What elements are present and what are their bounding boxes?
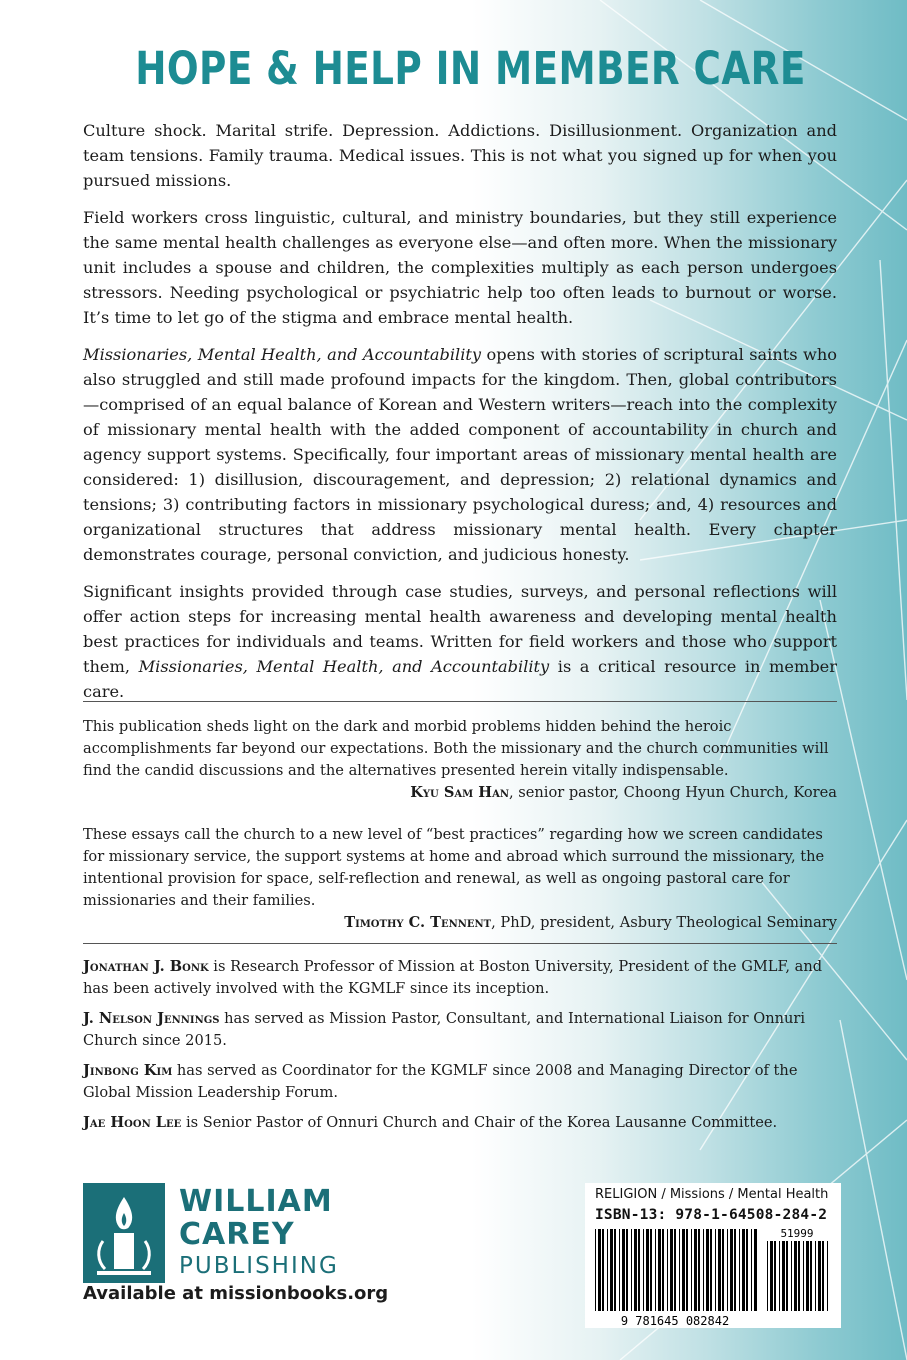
description-paragraph-3	[83, 342, 837, 567]
book-title-italic: Missionaries, Mental Health, and Accountability	[138, 657, 550, 676]
bio	[83, 1112, 837, 1134]
endorser-name: Kyu Sam Han	[410, 784, 509, 801]
bio-text: has served as Coordinator for the KGMLF since 2008 and Managing Director of the Global Mission Leadership Forum.	[83, 1062, 798, 1101]
paragraph-4-end: is a critical resource in member care.	[83, 657, 837, 701]
publisher-name-line-3: PUBLISHING	[179, 1253, 339, 1279]
description-paragraph-2: Field workers cross linguistic, cultural, and ministry boundaries, but they still experience the same mental health challenges as everyone else—and often more. When the missionary unit includes a spouse and children, the complexities multiply as each person undergoes stressors. Needing psychological or psychiatric help too often leads to burnout or worse. It’s time to let go of the stigma and embrace mental health.	[83, 208, 837, 327]
endorser-role: , senior pastor, Choong Hyun Church, Korea	[508, 784, 837, 801]
endorsement-text: These essays call the church to a new level of “best practices” regarding how we screen candidates for missionary service, the support systems at home and abroad which surround the missionary, the intentional provision for space, self-reflection and renewal, as well as ongoing pastoral care for missionaries and their families.	[83, 826, 825, 909]
divider	[83, 943, 837, 944]
description-paragraph-4	[83, 579, 837, 704]
endorsement	[83, 824, 837, 934]
description	[83, 118, 837, 716]
paragraph-3-text: opens with stories of scriptural saints who also struggled and still made profound impacts for the kingdom. Then, global contributors—comprised of an equal balance of Korean and Western writers—reach into the complexity of missionary mental health with the added component of accountability in church and agency support systems. Specifically, four important areas of missionary mental health are considered: 1) disillusion, discouragement, and depression; 2) relational dynamics and tensions; 3) contributing factors in missionary psychological duress; and, 4) resources and organizational structures that address missionary mental health. Every chapter demonstrates courage, personal conviction, and judicious honesty.	[83, 345, 838, 564]
bio-text: has served as Mission Pastor, Consultant, and International Liaison for Onnuri Church since 2015.	[83, 1010, 806, 1049]
endorsement-attribution	[83, 782, 837, 804]
book-title-italic: Missionaries, Mental Health, and Accountability	[83, 345, 482, 364]
bio-text: is Senior Pastor of Onnuri Church and Chair of the Korea Lausanne Committee.	[181, 1114, 778, 1131]
barcode-panel	[585, 1183, 841, 1328]
editor-bios	[83, 956, 837, 1142]
bio	[83, 956, 837, 1000]
publisher-name-line-2: CAREY	[179, 1217, 295, 1252]
bio	[83, 1008, 837, 1052]
publisher-name	[179, 1185, 339, 1281]
bio-name: Jae Hoon Lee	[83, 1114, 182, 1131]
availability-link[interactable]: Available at missionbooks.org	[83, 1283, 389, 1304]
publisher-logo	[83, 1183, 383, 1293]
divider	[83, 701, 837, 702]
paragraph-4-start: Significant insights provided through case studies, surveys, and personal reflections will offer action steps for increasing mental health awareness and developing mental health best practices for individuals and teams. Written for field workers and those who support them,	[83, 582, 837, 676]
isbn-label: ISBN-13: 978-1-64508-284-2	[595, 1207, 828, 1223]
barcode-addon-bars	[767, 1241, 828, 1311]
barcode-addon-digits: 51999	[780, 1227, 814, 1240]
publisher-name-line-1: WILLIAM	[179, 1184, 333, 1219]
category-label: RELIGION / Missions / Mental Health	[595, 1187, 829, 1202]
endorsement	[83, 716, 837, 804]
endorsements	[83, 716, 837, 954]
bio-name: J. Nelson Jennings	[83, 1010, 220, 1027]
endorser-name: Timothy C. Tennent	[344, 914, 492, 931]
bio-name: Jinbong Kim	[83, 1062, 173, 1079]
back-cover-title: HOPE & HELP IN MEMBER CARE	[135, 42, 806, 95]
endorser-role: , PhD, president, Asbury Theological Seminary	[491, 914, 837, 931]
barcode-icon	[585, 1227, 841, 1328]
barcode-bars	[595, 1229, 757, 1311]
candle-logo-icon	[83, 1183, 165, 1283]
endorsement-text: This publication sheds light on the dark and morbid problems hidden behind the heroic accomplishments far beyond our expectations. Both the missionary and the church communities will find the candid discussions and the alternatives presented herein vitally indispensable.	[83, 718, 829, 779]
barcode-digits: 9 781645 082842	[620, 1314, 730, 1328]
endorsement-attribution	[83, 912, 837, 934]
bio	[83, 1060, 837, 1104]
bio-text: is Research Professor of Mission at Boston University, President of the GMLF, and has been actively involved with the KGMLF since its inception.	[83, 958, 823, 997]
description-paragraph-1: Culture shock. Marital strife. Depression. Addictions. Disillusionment. Organization and team tensions. Family trauma. Medical issues. This is not what you signed up for when you pursued missions.	[83, 121, 837, 190]
bio-name: Jonathan J. Bonk	[83, 958, 209, 975]
